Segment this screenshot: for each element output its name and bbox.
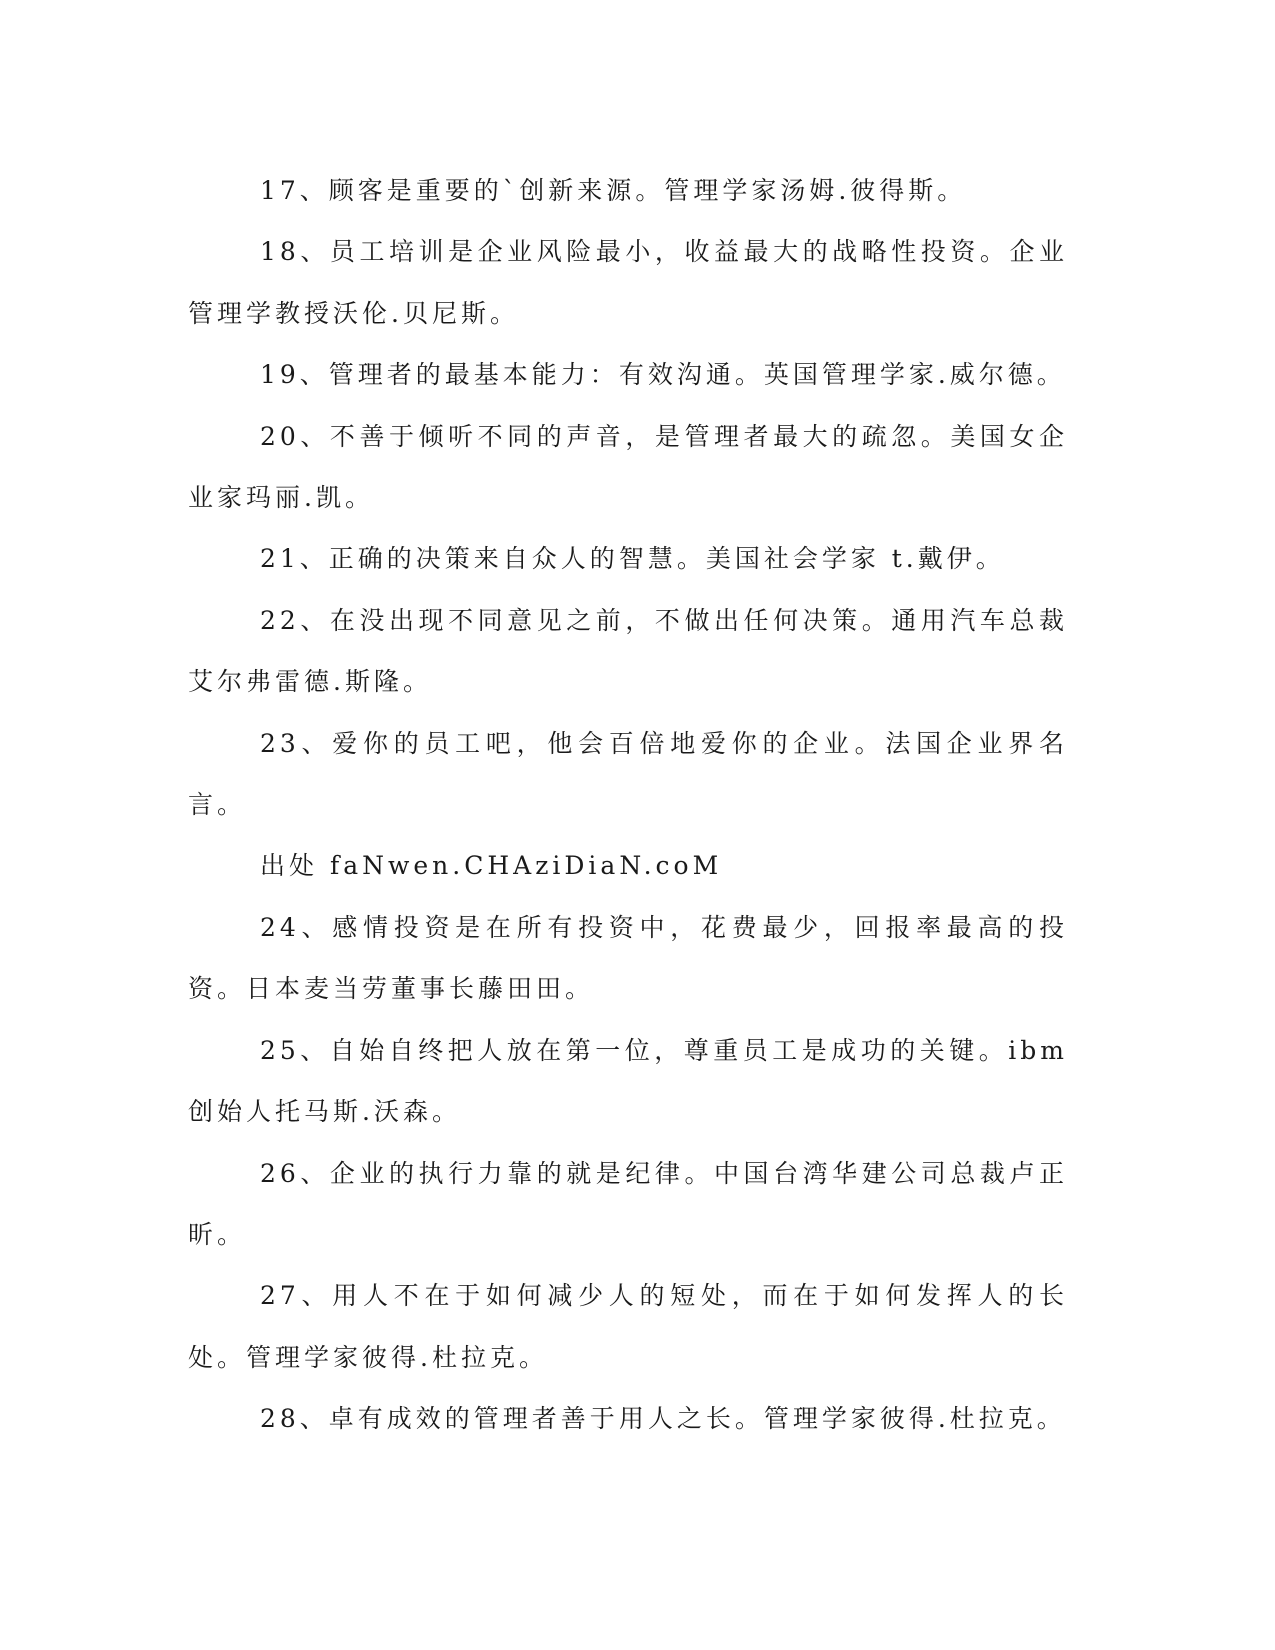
source-line: 出处 faNwen.CHAziDiaN.coM [260, 851, 723, 881]
quote-22: 22、在没出现不同意见之前，不做出任何决策。通用汽车总裁艾尔弗雷德.斯隆。 [188, 605, 1068, 697]
quote-19: 19、管理者的最基本能力：有效沟通。英国管理学家.威尔德。 [260, 360, 1066, 390]
quote-23: 23、爱你的员工吧，他会百倍地爱你的企业。法国企业界名言。 [188, 728, 1068, 820]
quote-28: 28、卓有成效的管理者善于用人之长。管理学家彼得.杜拉克。 [260, 1404, 1066, 1434]
quote-list [188, 160, 1068, 1450]
quote-21: 21、正确的决策来自众人的智慧。美国社会学家 t.戴伊。 [260, 544, 1005, 574]
quote-26: 26、企业的执行力靠的就是纪律。中国台湾华建公司总裁卢正昕。 [188, 1158, 1068, 1249]
quote-24: 24、感情投资是在所有投资中，花费最少，回报率最高的投资。日本麦当劳董事长藤田田。 [188, 912, 1068, 1004]
quote-20: 20、不善于倾听不同的声音，是管理者最大的疏忽。美国女企业家玛丽.凯。 [188, 421, 1068, 513]
quote-17: 17、顾客是重要的`创新来源。管理学家汤姆.彼得斯。 [260, 176, 967, 205]
quote-18: 18、员工培训是企业风险最小，收益最大的战略性投资。企业管理学教授沃伦.贝尼斯。 [188, 237, 1068, 328]
quote-27: 27、用人不在于如何减少人的短处，而在于如何发挥人的长处。管理学家彼得.杜拉克。 [188, 1281, 1068, 1372]
quote-25: 25、自始自终把人放在第一位，尊重员工是成功的关键。ibm 创始人托马斯.沃森。 [188, 1035, 1068, 1127]
